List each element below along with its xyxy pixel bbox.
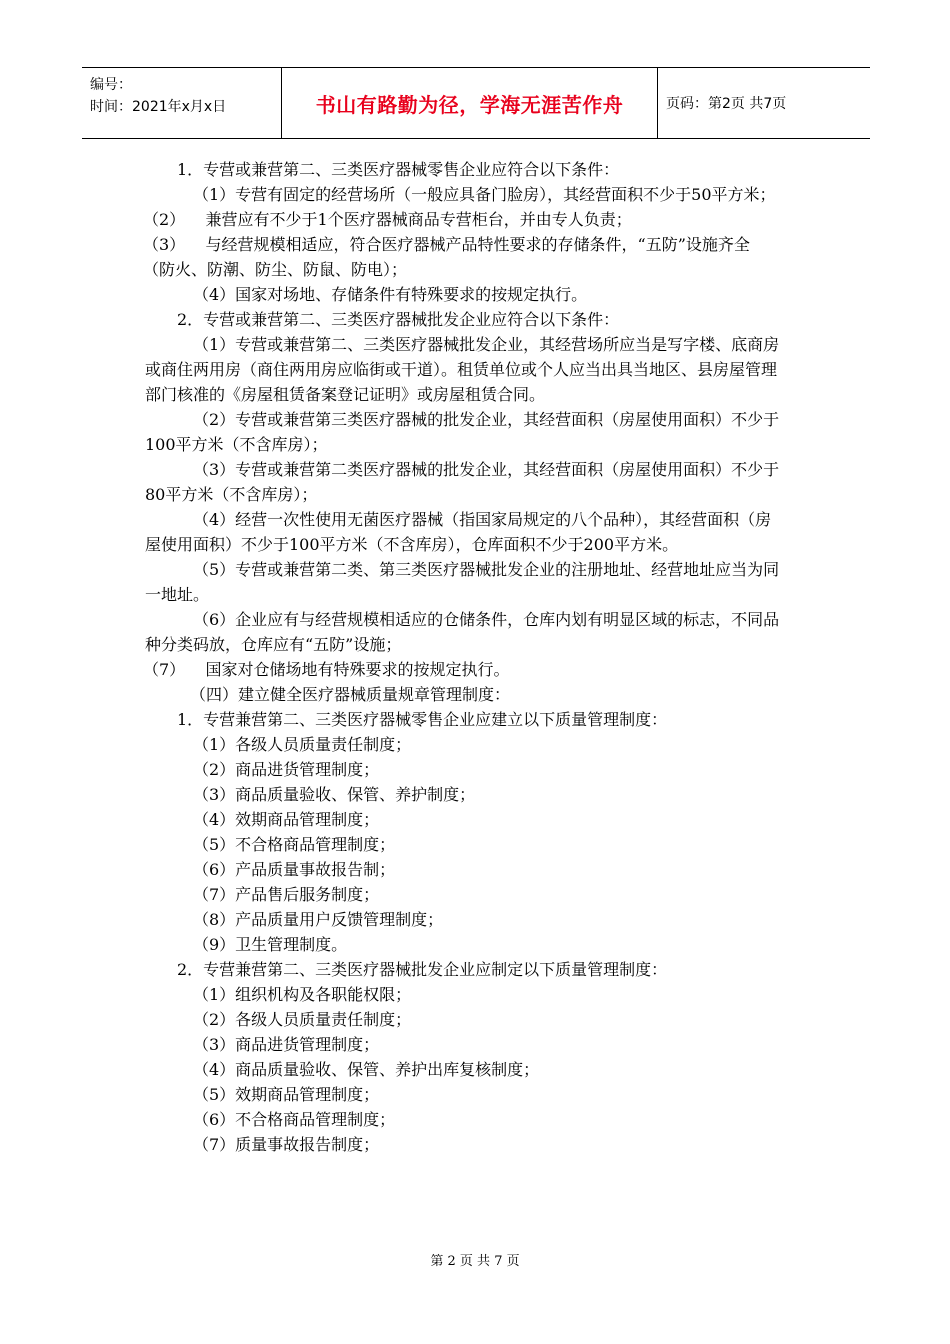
paragraph: （1）组织机构及各职能权限； xyxy=(193,985,412,1004)
paragraph: （7）质量事故报告制度； xyxy=(193,1135,380,1154)
paragraph: （5）专营或兼营第二类、第三类医疗器械批发企业的注册地址、经营地址应当为同一地址。 xyxy=(145,560,780,604)
paragraph: （5）效期商品管理制度； xyxy=(193,1085,380,1104)
paragraph: 2．专营兼营第二、三类医疗器械批发企业应制定以下质量管理制度： xyxy=(177,960,668,979)
paragraph: （3）专营或兼营第二类医疗器械的批发企业，其经营面积（房屋使用面积）不少于80平方米（不含库房）； xyxy=(145,460,780,504)
header-motto-cell xyxy=(282,68,658,138)
paragraph: 2．专营或兼营第二、三类医疗器械批发企业应符合以下条件： xyxy=(177,310,620,329)
paragraph: （2）各级人员质量责任制度； xyxy=(193,1010,412,1029)
paragraph: （1）专营或兼营第二、三类医疗器械批发企业，其经营场所应当是写字楼、底商房或商住两用房（商住两用房应临街或干道）。租赁单位或个人应当出具当地区、县房屋管理部门核准的《房屋租赁备案登记证明》或房屋租赁合同。 xyxy=(145,335,780,404)
paragraph: 1．专营兼营第二、三类医疗器械零售企业应建立以下质量管理制度： xyxy=(177,710,668,729)
paragraph: （7）产品售后服务制度； xyxy=(193,885,380,904)
page-label: 页码：第2页 共7页 xyxy=(666,96,787,112)
paragraph: （8）产品质量用户反馈管理制度； xyxy=(193,910,444,929)
paragraph: （6）企业应有与经营规模相适应的仓储条件，仓库内划有明显区域的标志，不同品种分类码放，仓库应有“五防”设施； xyxy=(145,610,780,654)
paragraph: （1）专营有固定的经营场所（一般应具备门脸房），其经营面积不少于50平方米； xyxy=(193,185,776,204)
paragraph: （4）效期商品管理制度； xyxy=(193,810,380,829)
paragraph: （6）不合格商品管理制度； xyxy=(193,1110,396,1129)
paragraph: （4）商品质量验收、保管、养护出库复核制度； xyxy=(193,1060,540,1079)
paragraph: （四）建立健全医疗器械质量规章管理制度： xyxy=(190,685,511,704)
paragraph: （4）经营一次性使用无菌医疗器械（指国家局规定的八个品种），其经营面积（房屋使用面积）不少于100平方米（不含库房），仓库面积不少于200平方米。 xyxy=(145,510,772,554)
code-label: 编号： xyxy=(90,77,132,93)
paragraph: （4）国家对场地、存储条件有特殊要求的按规定执行。 xyxy=(193,285,588,304)
motto: 书山有路勤为径，学海无涯苦作舟 xyxy=(315,92,624,117)
paragraph: （1）各级人员质量责任制度； xyxy=(193,735,412,754)
paragraph: （2） 兼营应有不少于1个医疗器械商品专营柜台，并由专人负责； xyxy=(143,210,632,229)
paragraph: （2）商品进货管理制度； xyxy=(193,760,380,779)
page-header xyxy=(82,67,870,139)
paragraph: （5）不合格商品管理制度； xyxy=(193,835,396,854)
paragraph: （3）商品进货管理制度； xyxy=(193,1035,380,1054)
header-meta xyxy=(82,68,282,138)
paragraph: （7） 国家对仓储场地有特殊要求的按规定执行。 xyxy=(143,660,510,679)
paragraph: （3） 与经营规模相适应，符合医疗器械产品特性要求的存储条件，“五防”设施齐全（防火、防潮、防尘、防鼠、防电）； xyxy=(143,235,750,279)
paragraph: （2）专营或兼营第三类医疗器械的批发企业，其经营面积（房屋使用面积）不少于100平方米（不含库房）； xyxy=(145,410,780,454)
page-footer: 第 2 页 共 7 页 xyxy=(430,1254,520,1269)
header-page-cell xyxy=(658,68,870,138)
date-label: 时间：2021年x月x日 xyxy=(90,99,227,115)
paragraph: 1．专营或兼营第二、三类医疗器械零售企业应符合以下条件： xyxy=(177,160,620,179)
document-body xyxy=(145,157,780,1157)
paragraph: （6）产品质量事故报告制； xyxy=(193,860,396,879)
paragraph: （3）商品质量验收、保管、养护制度； xyxy=(193,785,476,804)
paragraph: （9）卫生管理制度。 xyxy=(193,935,348,954)
